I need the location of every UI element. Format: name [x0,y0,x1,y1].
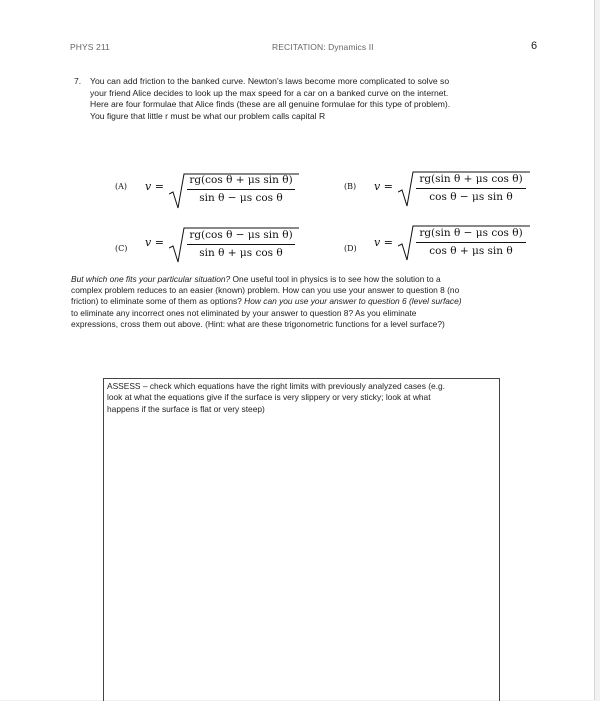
page-number: 6 [531,40,538,52]
assess-prompt [107,381,502,415]
formula-lhs: v = [374,180,393,193]
formula-denominator: sin θ − μs cos θ [199,192,283,204]
question-line-3: Here are four formulae that Alice finds (these are all genuine formulae for this type of problem). [90,99,451,110]
formula-label: (D) [344,244,357,253]
question-line-2: your friend Alice decides to look up the max speed for a car on a banked curve on the internet. [90,87,449,98]
question-text [90,76,529,122]
instructions-lead-question: But which one fits your particular situation? [71,274,231,284]
formula-lhs: v = [145,236,164,249]
instructions-line-1 [71,274,541,285]
section-title: RECITATION: Dynamics II [272,42,374,52]
question-7 [74,76,529,122]
assess-answer-box[interactable] [103,378,500,701]
formula-b[interactable] [344,170,544,210]
formula-denominator: cos θ + μs sin θ [429,245,513,257]
question-number: 7. [74,76,82,86]
instructions-line-3b: How can you use your answer to question 6 (level surface) [244,296,462,307]
formula-lhs: v = [374,236,393,249]
formula-numerator: rg(sin θ + μs cos θ) [419,173,523,185]
assess-line-1: ASSESS – check which equations have the right limits with previously analyzed cases (e.g. [107,381,445,391]
instructions-paragraph [71,274,541,330]
formula-a[interactable] [115,172,315,212]
formula-numerator: rg(cos θ + μs sin θ) [189,174,293,186]
formula-numerator: rg(cos θ − μs sin θ) [189,229,293,241]
instructions-line-5: expressions, cross them out above. (Hint: what are these trigonometric functions for a level surface?) [71,318,445,329]
formula-label: (C) [115,244,128,253]
fraction-bar [416,188,526,189]
assess-line-2: look at what the equations give if the surface is very slippery or very sticky; look at what [107,392,431,403]
instructions-line-3 [71,296,541,307]
formula-c[interactable] [115,226,315,266]
question-line-1: You can add friction to the banked curve. Newton's laws become more complicated to solve so [90,76,450,86]
instructions-line-4: to eliminate any incorrect ones not eliminated by your answer to question 8? As you eliminate [71,307,417,318]
course-code: PHYS 211 [70,42,110,52]
formula-lhs: v = [145,180,164,193]
fraction-bar [187,244,295,245]
formula-denominator: sin θ + μs cos θ [199,247,283,259]
formula-denominator: cos θ − μs sin θ [429,191,513,203]
instructions-line-2: complex problem reduces to an easier (known) problem. How can you use your answer to question 8 (no [71,285,460,296]
question-line-4: You figure that little r must be what our problem calls capital R [90,110,326,121]
instructions-line-3a: friction) to eliminate some of them as options? [71,296,245,307]
formula-d[interactable] [344,224,544,264]
instructions-lead-rest: One useful tool in physics is to see how the solution to a [230,274,441,284]
fraction-bar [416,242,526,243]
assess-line-3: happens if the surface is flat or very steep) [107,403,265,414]
formula-label: (B) [344,182,357,191]
formula-numerator: rg(sin θ − μs cos θ) [419,227,523,239]
fraction-bar [187,189,295,190]
formula-label: (A) [115,182,128,191]
